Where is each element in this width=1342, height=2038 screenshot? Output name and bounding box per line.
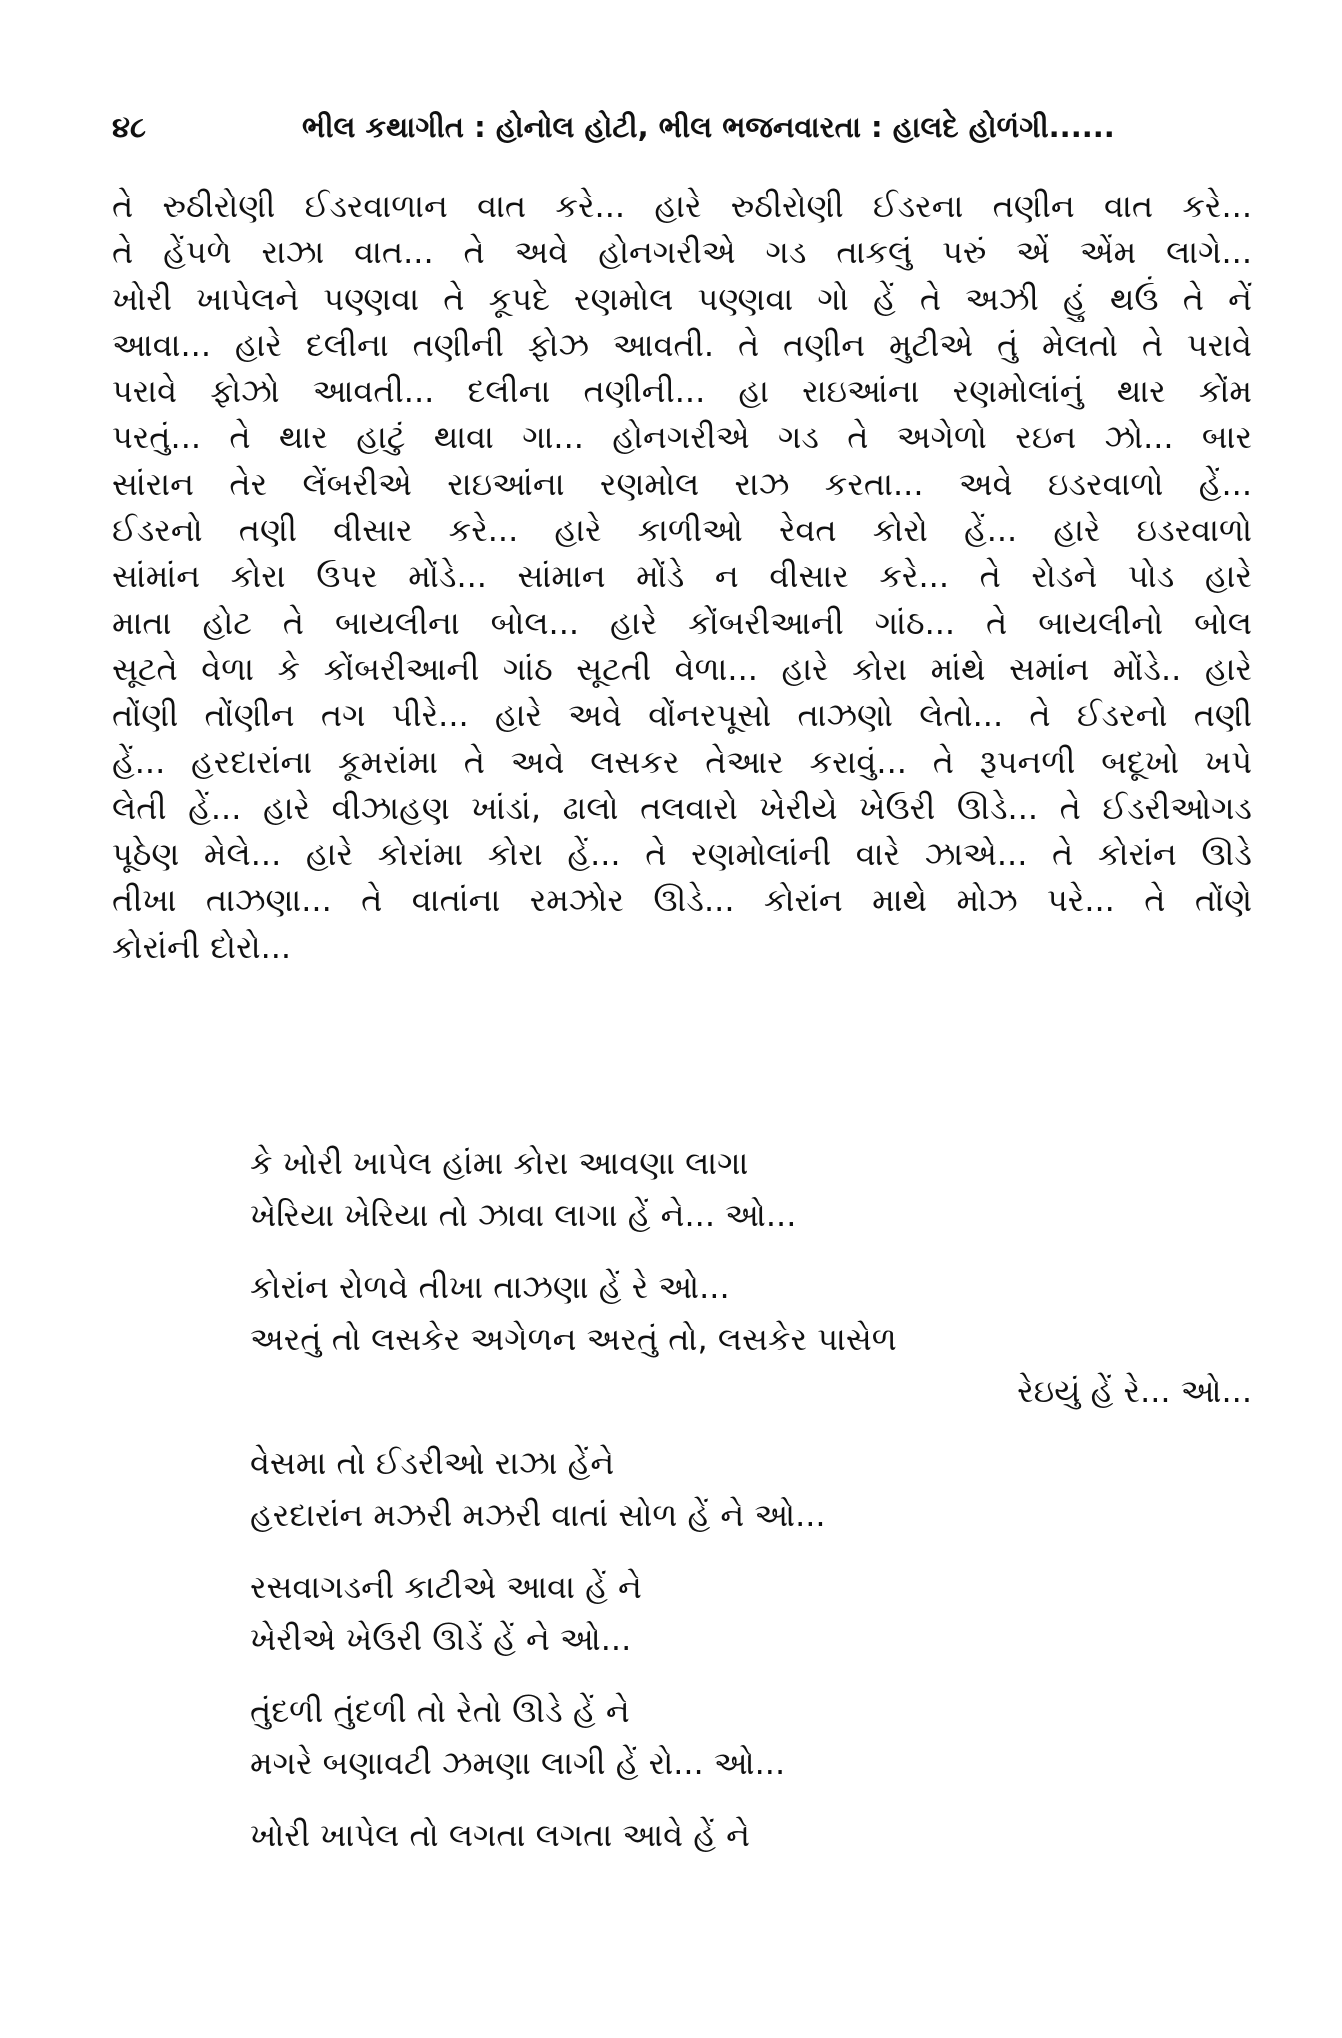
prose-line: હેં... હરદારાંના કૂમરાંમા તે અવે લસકર તેઆર કરાવું... તે રૂપનળી બદૂખો ખપે — [112, 742, 1252, 781]
prose-line: પૂઠેણ મેલે... હારે કોરાંમા કોરા હેં... તે રણમોલાંની વારે ઝાએ... તે કોરાંન ઊડે — [112, 835, 1252, 874]
prose-line: સાંમાંન કોરા ઉપર મોંડે... સાંમાન મોંડે ન વીસાર કરે... તે રોડને પોડ હારે — [112, 557, 1252, 596]
verse-stanza — [250, 1137, 1252, 1241]
page-number: ૪૮ — [112, 110, 146, 144]
verse-stanza — [250, 1809, 1252, 1861]
prose-line: પરતું... તે થાર હાટું થાવા ગા... હોનગરીએ ગડ તે અગેળો રઇન ઝો... બાર — [112, 418, 1252, 457]
verse-block — [250, 1137, 1252, 1881]
verse-line: તુંદળી તુંદળી તો રેતો ઊડે હેં ને — [250, 1692, 630, 1730]
prose-line: પરાવે ફોઝો આવતી... દલીના તણીની... હા રાઇઆંના રણમોલાંનું થાર કોંમ — [112, 372, 1252, 411]
verse-line: ખેરિયા ખેરિયા તો ઝાવા લાગા હેં ને... ઓ... — [250, 1196, 797, 1234]
prose-line: આવા... હારે દલીના તણીની ફોઝ આવતી. તે તણીન મુટીએ તું મેલતો તે પરાવે — [112, 325, 1252, 364]
prose-line: તોંણી તોંણીન તગ પીરે... હારે અવે વોંનરપૂસો તાઝણો લેતો... તે ઈડરનો તણી — [112, 696, 1252, 735]
verse-line: ખોરી ખાપેલ તો લગતા લગતા આવે હેં ને — [250, 1816, 750, 1854]
prose-line: તે રુઠીરોણી ઈડરવાળાન વાત કરે... હારે રુઠીરોણી ઈડરના તણીન વાત કરે... — [112, 187, 1252, 225]
verse-line: હરદારાંન મઝરી મઝરી વાતાં સોળ હેં ને ઓ... — [250, 1496, 826, 1534]
prose-line: ખોરી ખાપેલને પણ્ણવા તે કૂપદે રણમોલ પણ્ણવા ગો હેં તે અઝી હું થઉં તે નેં — [112, 279, 1252, 318]
verse-line: ખેરીએ ખેઉરી ઊડેં હેં ને ઓ... — [250, 1620, 632, 1658]
running-head-title: ભીલ કથાગીત : હોનોલ હોટી, ભીલ ભજનવારતા : હાલદે હોળંગી...... — [302, 110, 1115, 144]
prose-line: તે હેંપળે રાઝા વાત... તે અવે હોનગરીએ ગડ તાકલું પરું એં એંમ લાગે... — [112, 233, 1252, 272]
verse-line: વેસમા તો ઈડરીઓ રાઝા હેંને — [250, 1444, 615, 1482]
verse-line: કે ખોરી ખાપેલ હાંમા કોરા આવણા લાગા — [250, 1144, 749, 1182]
prose-line: કોરાંની દોરો... — [112, 927, 292, 966]
prose-line: માતા હોટ તે બાયલીના બોલ... હારે કોંબરીઆની ગાંઠ... તે બાયલીનો બોલ — [112, 603, 1252, 642]
verse-stanza — [250, 1685, 1252, 1789]
verse-stanza — [250, 1261, 1252, 1417]
prose-line: સાંરાન તેર લેંબરીએ રાઇઆંના રણમોલ રાઝ કરતા... અવે ઇડરવાળો હેં... — [112, 464, 1252, 503]
prose-block — [112, 183, 1252, 970]
prose-line: સૂટતે વેળા કે કોંબરીઆની ગાંઠ સૂટતી વેળા... હારે કોરા માંથે સમાંન મોંડે.. હારે — [112, 649, 1252, 688]
verse-line-continuation: રેઇયું હેં રે... ઓ... — [1017, 1372, 1252, 1410]
verse-line: મગરે બણાવટી ઝમણા લાગી હેં રો... ઓ... — [250, 1744, 786, 1782]
verse-stanza — [250, 1437, 1252, 1541]
prose-line: ઈડરનો તણી વીસાર કરે... હારે કાળીઓ રેવત કોરો હેં... હારે ઇડરવાળો — [112, 511, 1252, 550]
prose-line: લેતી હેં... હારે વીઝાહણ ખાંડાં, ઢાલો તલવારો ખેરીયે ખેઉરી ઊડે... તે ઈડરીઓગડ — [112, 788, 1252, 827]
verse-line: કોરાંન રોળવે તીખા તાઝણા હેં રે ઓ... — [250, 1268, 730, 1306]
verse-stanza — [250, 1561, 1252, 1665]
verse-line: રસવાગડની કાટીએ આવા હેં ને — [250, 1568, 642, 1606]
running-head — [112, 105, 1252, 149]
prose-line: તીખા તાઝણા... તે વાતાંના રમઝોર ઊડે... કોરાંન માથે મોઝ પરે... તે તોંણે — [112, 881, 1252, 920]
verse-line: અરતું તો લસકેર અગેળન અરતું તો, લસકેર પાસેળ — [250, 1320, 897, 1358]
